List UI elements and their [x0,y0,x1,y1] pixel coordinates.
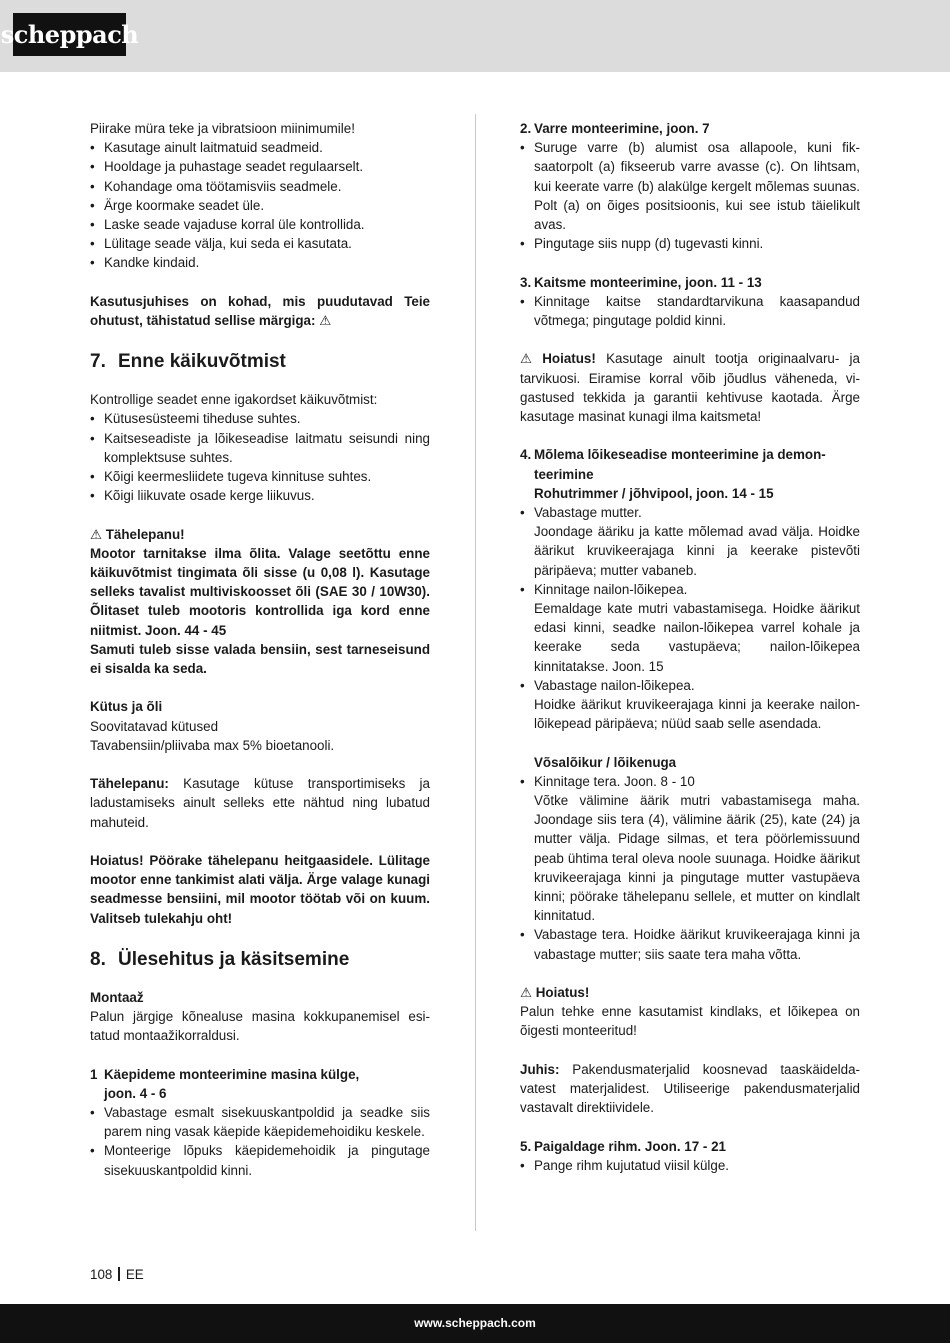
trimmer-bullet-list [520,503,860,733]
step-4-heading [520,445,860,483]
language-code: EE [125,1267,144,1282]
list-item: • Hooldage ja puhastage seadet regulaarselt. [90,157,430,176]
warning-triangle-icon: ⚠ [520,985,533,1001]
list-item-body: Joondage ääriku ja katte mõlemad avad välja. Hoidke äärikut kruvikeerajaga kinni ja keerake pistevõti päripäeva; mutter vabaneb. [534,524,860,578]
step-number: 1 [90,1066,98,1082]
step-1-heading [90,1065,430,1084]
page-footer [90,1265,144,1284]
safety-note [90,292,430,330]
step-title: Käepideme monteerimine masina külge, [104,1066,360,1082]
right-column [520,119,860,1175]
step-number: 2. [520,121,532,136]
list-item: • Monteerige lõpuks käepidemehoidik ja pingutage sisekuuskantpoldid kinni. [90,1141,430,1179]
check-bullet-list [90,409,430,505]
section-7-heading [90,350,430,374]
footer-separator [118,1267,120,1281]
warning-triangle-icon: ⚠ [319,313,332,329]
section-title: Ülesehitus ja käsitsemine [118,948,350,970]
list-item-head: Vabastage mutter. [534,505,642,521]
step-5-heading [520,1137,860,1156]
list-item [520,580,860,676]
warning-text: Kasutage ainult tootja originaalvaru- ja tarvikuosi. Eiramise korral võib jõudlus väheneda, vigastused tekkida ja garantii kehtivuse kaotada. Ärge kasutage masinat kunagi ilma kaitsmeta! [520,351,860,425]
list-item: • Kõigi keermesliidete tugeva kinnituse suhtes. [90,467,430,486]
list-item: • Pange rihm kujutatud viisil külge. [520,1156,860,1175]
transport-text: Kasutage kütuse transportimiseks ja ladustamiseks ainult selleks ette nähtud ning lubatud mahuteid. [90,776,430,830]
list-item: • Kinnitage kaitse standardtarvikuna kaasapandud võtmega; pingutage poldid kinni. [520,292,860,330]
step-title: Varre monteerimine, joon. 7 [534,121,710,136]
step-number: 3. [520,274,532,290]
list-item: • Lülitage seade välja, kui seda ei kasutata. [90,234,430,253]
step-number: 4. [520,447,532,463]
bottom-bar [0,1304,950,1343]
instruction-text: Pakendusmaterjalid koosnevad taaskäideldavatest materjalidest. Utiliseerige pakendusmaterjalid vastavalt direktiividele. [520,1061,860,1116]
assembly-title: Montaaž [90,989,144,1005]
blade-bullet-list [520,772,860,964]
page-number: 108 [90,1267,113,1282]
list-item-body: Eemaldage kate mutri vabastamisega. Hoidke äärikut edasi kinni, seadke nailon-lõikepea varrel kohale ja keerake seda vastupäeva; nailon-lõikepea kinnitatakse. Joon. 15 [534,601,860,674]
list-item: • Vabastage esmalt sisekuuskantpoldid ja seadke siis parem ning vasak käepide käepidemehoidiku keskele. [90,1103,430,1141]
attention-text: Mootor tarnitakse ilma õlita. Valage seetõttu enne käikuvõtmist tingimata õli sisse (u 0,08 l). Kasutage selleks tavalist multiviskoosset õli (SAE 30 / 10W30). Õlitaset tuleb mootoris kontrollida iga kord enne niitmist. Joon. 44 - 45 [90,545,430,638]
exhaust-warning: Hoiatus! Pöörake tähelepanu heitgaasidele. Lülitage mootor enne tankimist alati välja. Ärge valage kunagi seadmesse bensiini, mil mootor töötab või on kuum. Valitseb tulekahju oht! [90,853,430,926]
warning-2-heading [520,983,860,1002]
attention-heading [90,525,430,544]
list-item: • Kütusesüsteemi tiheduse suhtes. [90,409,430,428]
brand-logo-text: scheppach [0,19,139,49]
attention-title: Tähelepanu! [105,526,185,542]
list-item: • Kandke kindaid. [90,253,430,272]
step-5-bullet-list [520,1156,860,1175]
section-8-heading [90,948,430,972]
left-column [90,119,430,1180]
list-item: • Kaitseseadiste ja lõikeseadise laitmatu seisundi ning komplektsuse suhtes. [90,429,430,467]
step-title: Kaitsme monteerimine, joon. 11 - 13 [534,274,762,290]
section-number: 7. [90,351,106,373]
list-item: • Vabastage tera. Hoidke äärikut kruvikeerajaga kinni ja vabastage mutter; siis saate tera maha võtta. [520,925,860,963]
fuel-line-1: Soovitatavad kütused [90,718,219,734]
warning-label: Hoiatus! [542,351,596,367]
safety-note-text: Kasutusjuhises on kohad, mis puudutavad Teie ohutust, tähistatud sellise märgiga: [90,293,430,329]
step-1-subtitle: joon. 4 - 6 [104,1085,167,1101]
list-item-body: Hoidke äärikut kruvikeerajaga kinni ja keerake nailon-lõikepead päripäeva; nüüd saab selle asendada. [534,697,860,732]
fuel-line-2: Tavabensiin/pliivaba max 5% bioetanooli. [90,737,335,753]
list-item: • Ärge koormake seadet üle. [90,196,430,215]
list-item: • Pingutage siis nupp (d) tugevasti kinni. [520,234,860,253]
section-7-intro: Kontrollige seadet enne igakordset käikuvõtmist: [90,392,378,408]
instruction-note [520,1060,860,1118]
step-2-heading [520,119,860,138]
section-number: 8. [90,948,106,970]
attention-text-2: Samuti tuleb sisse valada bensiin, sest tarneseisund ei sisalda ka seda. [90,641,430,677]
noise-bullet-list [90,138,430,272]
section-title: Enne käikuvõtmist [118,351,286,373]
list-item: • Suruge varre (b) alumist osa allapoole, kuni fiksaatorpolt (a) fikseerub varre avasse (c). On lihtsam, kui keerate varre (b) alakülge kergelt mõlemas suunas. Polt (a) on õiges positsioonis, kui see istub täielikult avas. [520,138,860,234]
step-number: 5. [520,1138,532,1154]
fuel-title: Kütus ja õli [90,699,163,715]
list-item-head: Vabastage nailon-lõikepea. [534,677,695,693]
list-item-body: Võtke välimine äärik mutri vabastamisega maha. Joondage siis tera (4), välimine äärik (25), kate (24) ja mutter välja. Pidage silmas, et tera pöörlemissuund peab ühtima teral oleva noole suunaga. Hoidke äärikut kruvikeerajaga kinni ja pingutage mutter vastupäeva kinni; pöörake tähelepanu sellele, et mutter on kindlalt kinnitatud. [534,793,860,924]
transport-label: Tähelepanu: [90,776,169,792]
blade-subtitle: Võsalõikur / lõikenuga [534,754,677,770]
step-2-bullet-list [520,138,860,253]
warning-triangle-icon: ⚠ [90,526,103,542]
noise-intro: Piirake müra teke ja vibratsioon miinimumile! [90,121,355,136]
warning-2-text: Palun tehke enne kasutamist kindlaks, et lõikepea on õigesti monteeritud! [520,1004,860,1039]
list-item: • Laske seade vajaduse korral üle kontrollida. [90,215,430,234]
step-title: Paigaldage rihm. Joon. 17 - 21 [534,1138,726,1154]
header-bar [0,0,950,72]
warning-triangle-icon: ⚠ [520,351,533,367]
website-link[interactable]: www.scheppach.com [414,1315,536,1330]
list-item: • Kasutage ainult laitmatuid seadmeid. [90,138,430,157]
assembly-text: Palun järgige kõnealuse masina kokkupanemisel esitatud montaažikorraldusi. [90,1009,430,1044]
instruction-label: Juhis: [520,1061,560,1077]
list-item: • Kohandage oma töötamisviis seadmele. [90,177,430,196]
warning-label: Hoiatus! [535,985,590,1001]
step-1-bullet-list [90,1103,430,1180]
step-title: Mõlema lõikeseadise monteerimine ja demonteerimine [534,447,826,482]
list-item [520,676,860,734]
list-item: • Kõigi liikuvate osade kerge liikuvus. [90,486,430,505]
list-item [520,772,860,926]
step-3-heading [520,273,860,292]
warning-parts [520,349,860,426]
list-item-head: Kinnitage nailon-lõikepea. [534,581,688,597]
column-divider [475,114,476,1231]
list-item-head: Kinnitage tera. Joon. 8 - 10 [534,773,695,789]
step-3-bullet-list [520,292,860,330]
list-item [520,503,860,580]
trimmer-subtitle: Rohutrimmer / jõhvipool, joon. 14 - 15 [534,485,774,501]
transport-note [90,774,430,832]
brand-logo [0,13,139,56]
